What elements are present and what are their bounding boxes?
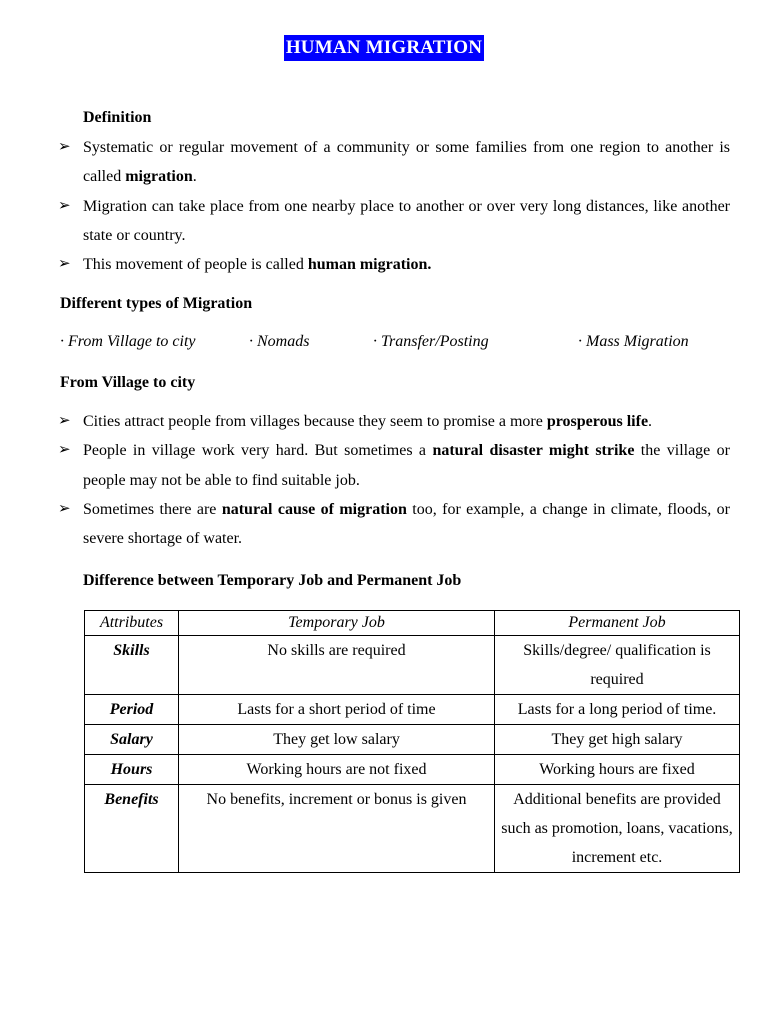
permanent-cell: They get high salary: [495, 725, 740, 755]
list-item: ➢ People in village work very hard. But sometimes a natural disaster might strike the village or people may not be able to find suitable job.: [58, 436, 730, 495]
temporary-cell: Lasts for a short period of time: [179, 695, 495, 725]
list-item: ➢ Cities attract people from villages because they seem to promise a more prosperous life.: [58, 407, 730, 436]
permanent-cell: Working hours are fixed: [495, 755, 740, 785]
arrow-bullet-icon: ➢: [58, 442, 71, 459]
arrow-bullet-icon: ➢: [58, 256, 71, 273]
village-heading: From Village to city: [60, 374, 196, 391]
difference-table: [84, 610, 740, 873]
permanent-cell: Skills/degree/ qualification is required: [495, 636, 740, 695]
list-item: ➢ Migration can take place from one nearby place to another or over very long distances, like another state or country.: [58, 192, 730, 251]
migration-types: [60, 333, 740, 355]
table-row: [85, 725, 740, 755]
attribute-cell: Hours: [85, 755, 179, 785]
column-header: Temporary Job: [179, 611, 495, 636]
title-container: [0, 35, 768, 61]
temporary-cell: No benefits, increment or bonus is given: [179, 785, 495, 873]
attribute-cell: Salary: [85, 725, 179, 755]
list-item: ➢ Sometimes there are natural cause of migration too, for example, a change in climate, floods, or severe shortage of water.: [58, 495, 730, 554]
attribute-cell: Benefits: [85, 785, 179, 873]
arrow-bullet-icon: ➢: [58, 413, 71, 429]
table-row: [85, 636, 740, 695]
type-item: · From Village to city: [60, 333, 196, 350]
definition-list: [58, 133, 730, 279]
page-title: HUMAN MIGRATION: [284, 35, 484, 61]
column-header: Permanent Job: [495, 611, 740, 636]
types-heading: Different types of Migration: [60, 295, 253, 312]
attribute-cell: Period: [85, 695, 179, 725]
attribute-cell: Skills: [85, 636, 179, 695]
type-item: · Nomads: [249, 333, 310, 350]
column-header: Attributes: [85, 611, 179, 636]
permanent-cell: Lasts for a long period of time.: [495, 695, 740, 725]
definition-heading: Definition: [83, 109, 152, 126]
temporary-cell: No skills are required: [179, 636, 495, 695]
list-item: ➢ Systematic or regular movement of a community or some families from one region to another is called migration.: [58, 133, 730, 192]
temporary-cell: Working hours are not fixed: [179, 755, 495, 785]
type-item: · Mass Migration: [578, 333, 689, 350]
list-item: ➢ This movement of people is called human migration.: [58, 250, 730, 279]
table-row: [85, 755, 740, 785]
arrow-bullet-icon: ➢: [58, 197, 71, 214]
table-row: [85, 785, 740, 873]
table-header-row: [85, 611, 740, 636]
table-row: [85, 695, 740, 725]
village-list: [58, 407, 730, 553]
type-item: · Transfer/Posting: [373, 333, 489, 350]
permanent-cell: Additional benefits are provided such as promotion, loans, vacations, increment etc.: [495, 785, 740, 873]
temporary-cell: They get low salary: [179, 725, 495, 755]
arrow-bullet-icon: ➢: [58, 500, 71, 517]
arrow-bullet-icon: ➢: [58, 139, 71, 155]
difference-heading: Difference between Temporary Job and Permanent Job: [83, 572, 462, 589]
